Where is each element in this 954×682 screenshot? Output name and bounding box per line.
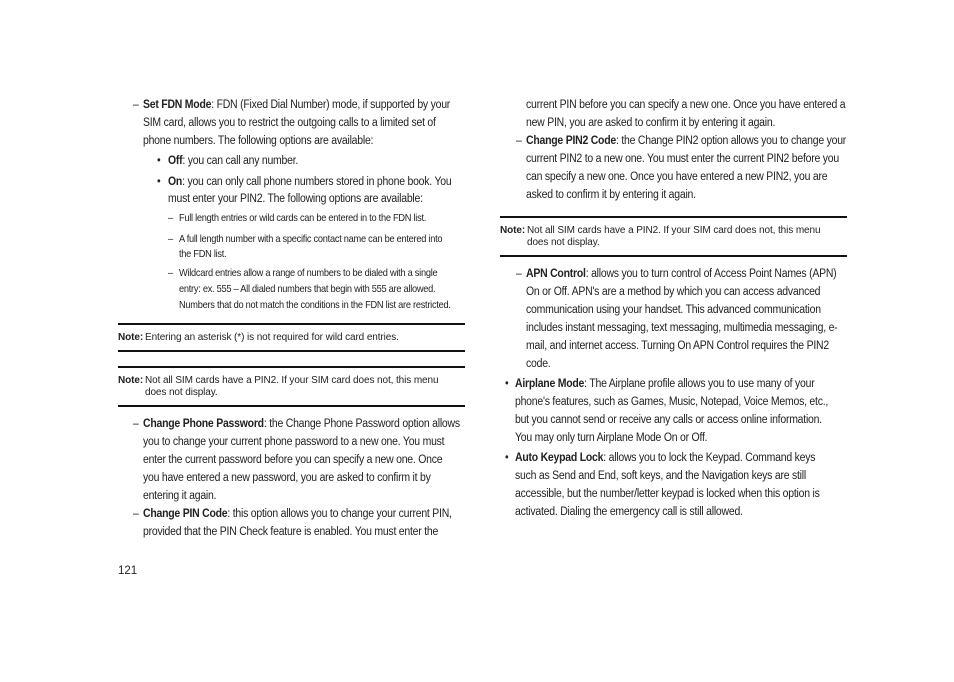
note-text-2: does not display. — [145, 387, 218, 398]
dash: – — [168, 267, 173, 279]
page-number: 121 — [118, 565, 138, 577]
airplane-line-4: You may only turn Airplane Mode On or Off. — [515, 432, 708, 444]
note-label — [118, 332, 143, 343]
note-label-text: Note: — [118, 332, 144, 343]
off-text: : you can call any number. — [182, 155, 299, 167]
sub3-line-3: Numbers that do not match the conditions in the FDN list are restricted. — [179, 299, 451, 311]
on-line-2: must enter your PIN2. The following options are available: — [168, 193, 423, 205]
cpin-cont-line-2: new PIN, you are asked to confirm it by entering it again. — [526, 117, 776, 129]
bullet: • — [157, 176, 161, 188]
cpp-label: Change Phone Password — [143, 418, 264, 430]
note-bottom-rule — [118, 405, 465, 407]
note-label — [500, 225, 525, 236]
airplane-label: Airplane Mode — [515, 378, 585, 390]
note-label — [118, 375, 143, 386]
dash: – — [516, 268, 522, 280]
airplane-line-1 — [515, 378, 814, 390]
cpp-line-1 — [143, 418, 460, 430]
dash: – — [133, 418, 139, 430]
keypad-text-1: : allows you to lock the Keypad. Command keys — [603, 452, 816, 464]
cpp-text-1: : the Change Phone Password option allows — [263, 418, 460, 430]
note-text: Entering an asterisk (*) is not required for wild card entries. — [145, 332, 399, 343]
note-bottom-rule — [118, 350, 465, 352]
airplane-line-3: but you cannot send or receive any calls or access online information. — [515, 414, 822, 426]
bullet: • — [505, 378, 509, 390]
note-top-rule — [500, 216, 847, 218]
note-bottom-rule — [500, 255, 847, 257]
note-text-1: Not all SIM cards have a PIN2. If your SIM card does not, this menu — [527, 225, 821, 236]
keypad-line-1 — [515, 452, 815, 464]
cpin2-line-1 — [526, 135, 846, 147]
cpp-line-3: enter the current password before you can specify a new one. Once — [143, 454, 443, 466]
keypad-line-3: accessible, but the number/letter keypad is locked when this option is — [515, 488, 820, 500]
cpin2-text-1: : the Change PIN2 option allows you to change your — [615, 135, 847, 147]
dash: – — [168, 212, 173, 224]
cpin2-line-4: asked to confirm it by entering it again. — [526, 189, 696, 201]
cpin-line-1 — [143, 508, 452, 520]
off-line — [168, 155, 298, 167]
note-label-text: Note: — [118, 375, 144, 386]
airplane-text-1: : The Airplane profile allows you to use many of your — [584, 378, 815, 390]
off-label: Off — [168, 155, 183, 167]
fdn-label: Set FDN Mode — [143, 99, 212, 111]
airplane-line-2: phone's features, such as Games, Music, Notepad, Voice Memos, etc., — [515, 396, 829, 408]
keypad-label: Auto Keypad Lock — [515, 452, 604, 464]
on-label: On — [168, 176, 183, 188]
keypad-line-2: such as Send and End, soft keys, and the Navigation keys are still — [515, 470, 806, 482]
cpin-line-2: provided that the PIN Check feature is enabled. You must enter the — [143, 526, 439, 538]
apn-line-2: On or Off. APN's are a method by which you can access advanced — [526, 286, 821, 298]
apn-text-1: : allows you to turn control of Access Point Names (APN) — [585, 268, 837, 280]
apn-line-5: mail, and internet access. Turning On APN Control requires the PIN2 — [526, 340, 829, 352]
dash: – — [516, 135, 522, 147]
cpp-line-5: entering it again. — [143, 490, 217, 502]
bullet: • — [505, 452, 509, 464]
dash: – — [133, 508, 139, 520]
cpin-label: Change PIN Code — [143, 508, 228, 520]
apn-label: APN Control — [526, 268, 586, 280]
fdn-text-1: : FDN (Fixed Dial Number) mode, if supported by your — [211, 99, 451, 111]
note-text-2: does not display. — [527, 237, 600, 248]
on-line-1 — [168, 176, 451, 188]
note-label-text: Note: — [500, 225, 526, 236]
apn-line-4: includes instant messaging, text messaging, multimedia messaging, e- — [526, 322, 838, 334]
fdn-line-2: SIM card, allows you to restrict the outgoing calls to a limited set of — [143, 117, 436, 129]
note-top-rule — [118, 323, 465, 325]
sub1-line-1: Full length entries or wild cards can be entered in to the FDN list. — [179, 212, 427, 224]
keypad-line-4: activated. Dialing the emergency call is still allowed. — [515, 506, 743, 518]
dash: – — [168, 233, 173, 245]
sub3-line-2: entry: ex. 555 – All dialed numbers that begin with 555 are allowed. — [179, 283, 436, 295]
cpin2-label: Change PIN2 Code — [526, 135, 616, 147]
apn-line-1 — [526, 268, 836, 280]
bullet: • — [157, 155, 161, 167]
fdn-line-1 — [143, 99, 450, 111]
cpp-line-4: you have entered a new password, you are asked to confirm it by — [143, 472, 431, 484]
apn-line-3: communication using your handset. This advanced communication — [526, 304, 821, 316]
sub3-line-1: Wildcard entries allow a range of numbers to be dialed with a single — [179, 267, 438, 279]
note-text-1: Not all SIM cards have a PIN2. If your SIM card does not, this menu — [145, 375, 439, 386]
cpin-text-1: : this option allows you to change your current PIN, — [227, 508, 452, 520]
on-text-1: : you can only call phone numbers stored in phone book. You — [182, 176, 452, 188]
sub2-line-1: A full length number with a specific contact name can be entered into — [179, 233, 443, 245]
apn-line-6: code. — [526, 358, 551, 370]
dash: – — [133, 99, 139, 111]
cpin2-line-3: can specify a new one. Once you have entered a new PIN2, you are — [526, 171, 828, 183]
cpin-cont-line-1: current PIN before you can specify a new one. Once you have entered a — [526, 99, 846, 111]
note-top-rule — [118, 366, 465, 368]
cpin2-line-2: current PIN2 to a new one. You must enter the current PIN2 before you — [526, 153, 839, 165]
fdn-line-3: phone numbers. The following options are available: — [143, 135, 374, 147]
sub2-line-2: the FDN list. — [179, 248, 227, 260]
cpp-line-2: you to change your current phone password to a new one. You must — [143, 436, 445, 448]
